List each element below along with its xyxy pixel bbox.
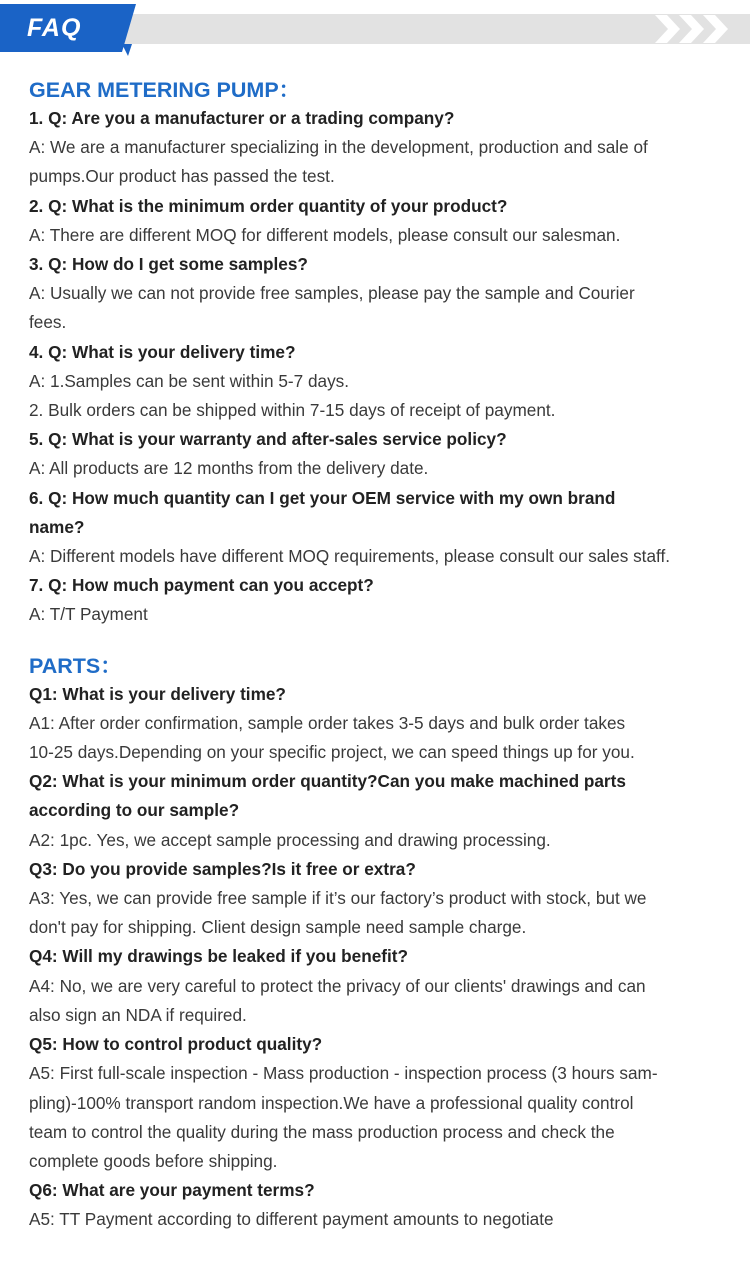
faq-list-gear-metering-pump: [29, 104, 744, 630]
faq-answer: don't pay for shipping. Client design sample need sample charge.: [29, 917, 527, 938]
banner-graphic: [0, 0, 750, 60]
faq-question: 6. Q: How much quantity can I get your OEM service with my own brand: [29, 487, 616, 508]
faq-answer: A4: No, we are very careful to protect the privacy of our clients' drawings and can: [29, 975, 646, 996]
banner-tab-corner: [122, 44, 132, 56]
banner-gray-bar: [122, 14, 750, 44]
faq-answer: A: T/T Payment: [29, 604, 148, 625]
faq-list-parts: [29, 680, 744, 1235]
faq-answer: 2. Bulk orders can be shipped within 7-15 days of receipt of payment.: [29, 400, 556, 421]
section-title-gear-metering-pump: GEAR METERING PUMP：: [29, 78, 301, 102]
faq-question: 5. Q: What is your warranty and after-sales service policy?: [29, 429, 507, 450]
banner-title: FAQ: [27, 14, 82, 42]
faq-answer: A2: 1pc. Yes, we accept sample processing and drawing processing.: [29, 829, 551, 850]
faq-answer: team to control the quality during the mass production process and check the: [29, 1121, 615, 1142]
section-title-parts: PARTS：: [29, 653, 122, 678]
faq-question: Q5: How to control product quality?: [29, 1034, 323, 1055]
faq-answer: A5: TT Payment according to different payment amounts to negotiate: [29, 1209, 554, 1230]
faq-answer: A: Usually we can not provide free samples, please pay the sample and Courier: [29, 283, 635, 304]
faq-answer: complete goods before shipping.: [29, 1150, 278, 1171]
faq-answer: A: We are a manufacturer specializing in the development, production and sale of: [29, 137, 648, 158]
faq-question: Q3: Do you provide samples?Is it free or extra?: [29, 858, 416, 879]
faq-answer: A3: Yes, we can provide free sample if it’s our factory’s product with stock, but we: [29, 888, 647, 909]
faq-answer: A: All products are 12 months from the delivery date.: [29, 458, 429, 479]
faq-content: [29, 76, 744, 1235]
faq-banner: [0, 0, 750, 60]
faq-answer: A: There are different MOQ for different models, please consult our salesman.: [29, 224, 621, 245]
faq-answer: A5: First full-scale inspection - Mass production - inspection process (3 hours sam-: [29, 1063, 658, 1084]
faq-answer: A1: After order confirmation, sample order takes 3-5 days and bulk order takes: [29, 712, 626, 733]
faq-question: Q2: What is your minimum order quantity?Can you make machined parts: [29, 771, 626, 792]
faq-question: Q6: What are your payment terms?: [29, 1180, 315, 1201]
faq-answer: pling)-100% transport random inspection.We have a professional quality control: [29, 1092, 634, 1113]
faq-question: 1. Q: Are you a manufacturer or a trading company?: [29, 108, 455, 128]
faq-question: 3. Q: How do I get some samples?: [29, 254, 308, 275]
faq-answer: A: 1.Samples can be sent within 5-7 days.: [29, 370, 350, 391]
faq-question: Q1: What is your delivery time?: [29, 683, 286, 704]
faq-question: 4. Q: What is your delivery time?: [29, 341, 296, 362]
faq-answer: fees.: [29, 312, 67, 333]
faq-answer: A: Different models have different MOQ requirements, please consult our sales staff.: [29, 546, 671, 567]
faq-question: 7. Q: How much payment can you accept?: [29, 575, 374, 596]
faq-question: according to our sample?: [29, 800, 240, 821]
faq-answer: also sign an NDA if required.: [29, 1004, 247, 1025]
faq-answer: pumps.Our product has passed the test.: [29, 166, 335, 187]
faq-answer: 10-25 days.Depending on your specific project, we can speed things up for you.: [29, 742, 635, 763]
faq-question: Q4: Will my drawings be leaked if you benefit?: [29, 946, 408, 967]
faq-question: 2. Q: What is the minimum order quantity of your product?: [29, 195, 508, 216]
faq-question: name?: [29, 516, 85, 537]
